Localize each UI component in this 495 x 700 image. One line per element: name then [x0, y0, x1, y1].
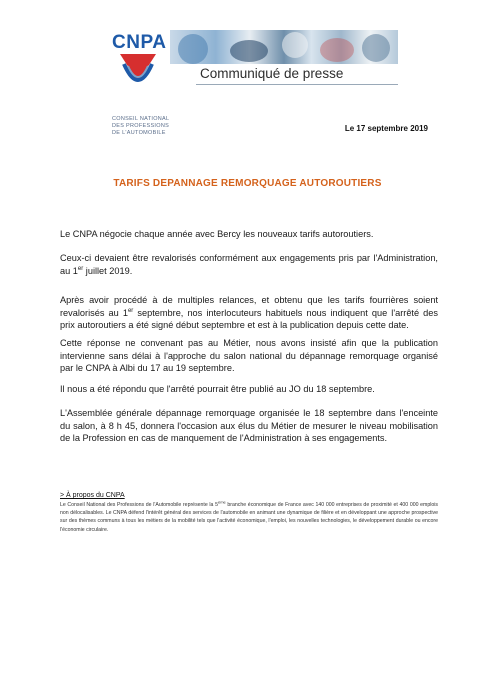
- paragraph-text: Cette réponse ne convenant pas au Métier, nous avons insisté afin que la publication intervienne sans délai à l'approche du salon national du dépannage remorquage organisé par le CNPA à Albi du 17 au 19 septembre.: [60, 338, 438, 374]
- superscript: ème: [217, 499, 226, 505]
- logo-subtitle-line: DES PROFESSIONS: [112, 123, 170, 129]
- text-run: Après avoir procédé à de multiples relances, et obtenu que les tarifs fourrières soient revalorisés au 1: [60, 295, 438, 318]
- release-date: Le 17 septembre 2019: [344, 124, 428, 133]
- about-text: [60, 501, 438, 534]
- about-heading: > À propos du CNPA: [60, 492, 125, 499]
- text-run: Le Conseil National des Professions de l'Automobile représente la 5: [60, 502, 218, 508]
- paragraph-3: [60, 294, 438, 332]
- paragraph-5: [60, 383, 438, 396]
- banner-title: Communiqué de presse: [200, 66, 344, 81]
- logo-subtitle: [112, 116, 207, 137]
- paragraph-text: Il nous a été répondu que l'arrêté pourrait être publié au JO du 18 septembre.: [60, 384, 375, 394]
- paragraph-text: [60, 252, 438, 277]
- logo-text: CNPA: [112, 32, 167, 53]
- superscript: er: [77, 265, 84, 272]
- logo-subtitle-line: DE L'AUTOMOBILE: [112, 130, 166, 136]
- about-section: [60, 492, 438, 534]
- logo-mark-icon: [116, 52, 160, 96]
- paragraph-4: [60, 337, 438, 375]
- text-run: branche économique de France avec 140 000 entreprises de proximité et 400 000 emplois non délocalisables. Le CNPA défend l'intérêt général des services de l'automobile en animant une dynamique de filière et en développant une approche prospective sur des thèmes communs à tous les métiers de la mobilité tels que l'activité économique, l'emploi, les nouvelles technologies, le développement durable ou encore l'économie circulaire.: [60, 502, 438, 533]
- superscript: er: [127, 307, 134, 314]
- text-run: septembre, nos interlocuteurs habituels nous indiquent que l'arrêté des prix autoroutiers a été signé début septembre et est à la publication depuis cette date.: [60, 307, 438, 331]
- document-title: TARIFS DEPANNAGE REMORQUAGE AUTOROUTIERS: [113, 178, 382, 189]
- text-run: Ceux-ci devaient être revalorisés conformément aux engagements pris par l'Administration, au 1: [60, 253, 438, 276]
- text-run: juillet 2019.: [83, 265, 133, 276]
- banner-divider: [196, 84, 398, 85]
- logo-subtitle-line: CONSEIL NATIONAL: [112, 116, 170, 122]
- header-banner-image: [170, 30, 398, 64]
- paragraph-6: [60, 407, 438, 445]
- paragraph-text: Le CNPA négocie chaque année avec Bercy les nouveaux tarifs autoroutiers.: [60, 229, 374, 239]
- paragraph-text: L'Assemblée générale dépannage remorquage organisée le 18 septembre dans l'enceinte du salon, à 8 h 45, donnera l'occasion aux élus du Métier de mesurer le niveau mobilisation de la Profession en cas de manquement de l'Administration à ses engagements.: [60, 408, 438, 444]
- paragraph-text: [60, 294, 438, 332]
- paragraph-1: [60, 228, 438, 241]
- paragraph-2: [60, 252, 438, 277]
